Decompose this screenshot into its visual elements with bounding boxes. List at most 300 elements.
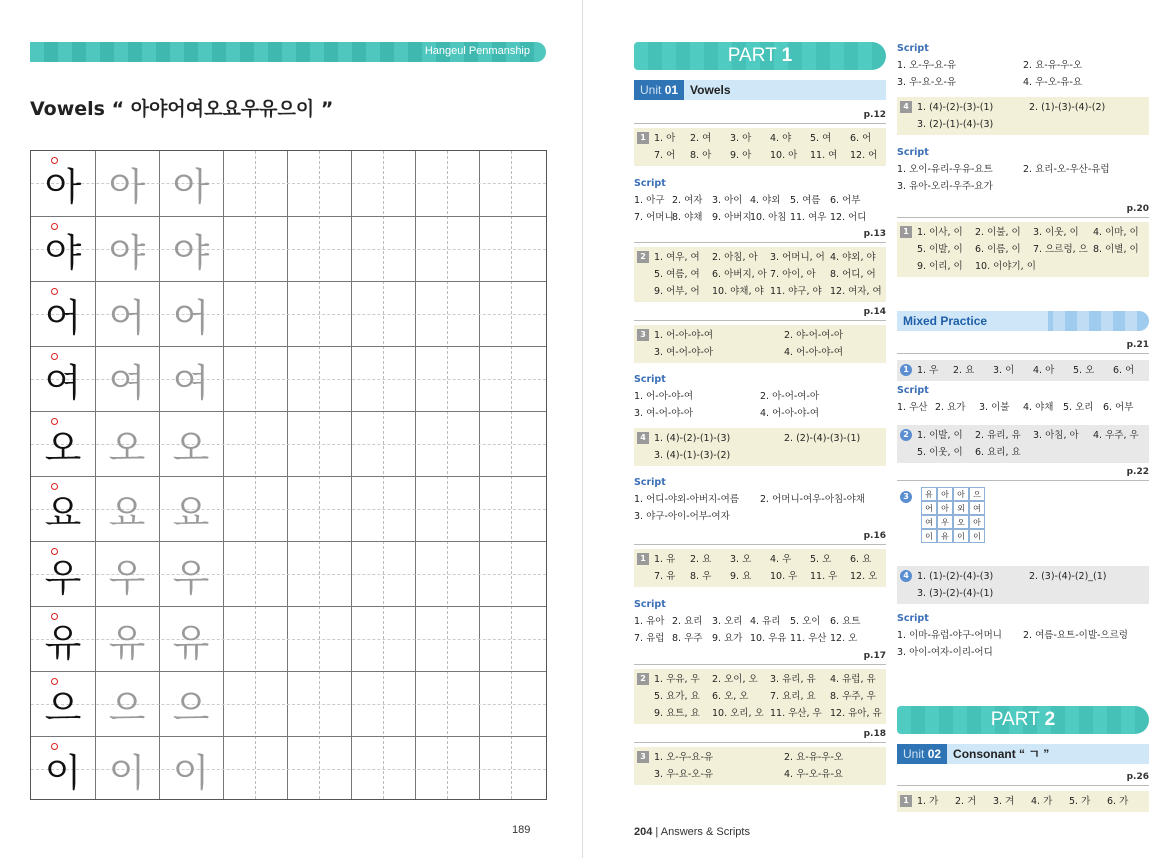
grid-row: [31, 541, 546, 607]
page-title: Vowels “ 아야어여오요우유으이 ”: [30, 98, 334, 120]
trace-syllable: 으: [172, 686, 210, 730]
page-reference: p.17: [863, 651, 886, 661]
answer-row: [654, 766, 882, 783]
answer-box: [634, 128, 886, 166]
unit-word: Unit: [640, 83, 662, 97]
answer-item: 2. 아-어-여-아: [760, 391, 820, 402]
unit-1-bar: [634, 80, 886, 100]
answer-item: 3. 유리, 유: [770, 674, 816, 685]
trace-syllable: 으: [108, 686, 146, 730]
unit-title: Vowels: [690, 83, 731, 97]
stroke-order-marker: [51, 613, 58, 620]
answer-item: 3. 오: [730, 554, 752, 565]
answer-item: 4. 아: [1033, 365, 1055, 376]
part-word: PART: [990, 709, 1040, 730]
answer-item: 1. 어-아-야-여: [654, 330, 714, 341]
answer-item: 1. 오이-유리-우유-요트: [897, 164, 993, 175]
answer-item: 6. 요트: [830, 616, 861, 627]
question-number-badge: 1: [637, 132, 649, 144]
answer-item: 3. 겨: [993, 796, 1015, 807]
answer-item: 2. 이불, 이: [975, 227, 1021, 238]
answer-item: 5. 오리: [1063, 402, 1094, 413]
answer-item: 9. 이리, 이: [917, 261, 963, 272]
divider-line: [634, 320, 886, 321]
page-reference: p.20: [1126, 204, 1149, 214]
answer-item: 6. 아버지, 아: [712, 269, 767, 280]
question-number-badge: 2: [637, 251, 649, 263]
answer-item: 11. 우산: [790, 633, 827, 644]
answer-item: 2. 거: [955, 796, 977, 807]
answer-item: 5. 오: [810, 554, 832, 565]
question-number-badge: 1: [637, 553, 649, 565]
stroke-order-marker: [51, 483, 58, 490]
answer-item: 2. 요-유-우-오: [784, 752, 844, 763]
answer-item: 2. 여자: [672, 195, 703, 206]
answer-item: 1. (1)-(2)-(4)-(3): [917, 571, 994, 582]
answer-item: 10. 아: [770, 150, 798, 161]
model-syllable: 유: [44, 621, 82, 665]
trace-syllable: 오: [108, 426, 146, 470]
answer-item: 11. 야구, 야: [770, 286, 822, 297]
answer-item: 3. 이: [993, 365, 1015, 376]
answer-item: 4. 우주, 우: [1093, 430, 1139, 441]
answer-item: 1. 아: [654, 133, 676, 144]
trace-syllable: 요: [108, 491, 146, 535]
answer-item: 10. 아침: [750, 212, 787, 223]
answer-item: 10. 야채, 야: [712, 286, 764, 297]
puzzle-cell: 아: [937, 487, 953, 501]
answer-row: [897, 644, 1149, 661]
answer-item: 9. 요: [730, 571, 752, 582]
answer-item: 2. 유리, 유: [975, 430, 1021, 441]
answer-row: [654, 705, 882, 722]
answer-item: 7. 유럽: [634, 633, 665, 644]
script-label: Script: [897, 147, 929, 158]
trace-syllable: 오: [172, 426, 210, 470]
answer-item: 2. 요리-오-우산-유럽: [1023, 164, 1110, 175]
stroke-order-marker: [51, 743, 58, 750]
answer-item: 1. 이발, 이: [917, 430, 963, 441]
answer-row: [654, 283, 882, 300]
answer-item: 3. 여-어-야-아: [654, 347, 714, 358]
answer-item: 6. 어부: [1103, 402, 1134, 413]
page-reference: p.16: [863, 531, 886, 541]
answer-item: 7. 어머니: [634, 212, 674, 223]
page-reference: p.22: [1126, 467, 1149, 477]
answer-item: 2. 여름-요트-이발-으르렁: [1023, 630, 1128, 641]
answer-row: [917, 258, 1145, 275]
trace-syllable: 우: [108, 556, 146, 600]
puzzle-cell: 아: [953, 487, 969, 501]
grid-row: [31, 281, 546, 347]
answer-item: 2. 요가: [935, 402, 966, 413]
script-box: [897, 144, 1149, 195]
answer-item: 4. 우: [770, 554, 792, 565]
answer-item: 1. 가: [917, 796, 939, 807]
script-label: Script: [897, 43, 929, 54]
answer-item: 2. 아침, 아: [712, 252, 758, 263]
answer-item: 1. 여우, 여: [654, 252, 700, 263]
answer-row: [654, 266, 882, 283]
answer-row: [917, 444, 1145, 461]
penmanship-grid: [30, 150, 547, 800]
trace-syllable: 유: [172, 621, 210, 665]
puzzle-cell: 오: [953, 515, 969, 529]
divider-line: [634, 123, 886, 124]
grid-row: [31, 606, 546, 672]
answer-item: 3. 어머니, 어: [770, 252, 825, 263]
divider-line: [634, 742, 886, 743]
answer-item: 12. 여자, 여: [830, 286, 882, 297]
grid-row: [31, 216, 546, 282]
answer-item: 8. 우: [690, 571, 712, 582]
stroke-order-marker: [51, 157, 58, 164]
answer-item: 1. 이사, 이: [917, 227, 963, 238]
trace-syllable: 야: [172, 231, 210, 275]
answer-item: 4. 어-아-야-여: [760, 408, 820, 419]
answer-item: 11. 여우: [790, 212, 827, 223]
part-2-banner: [897, 706, 1149, 734]
script-label: Script: [897, 385, 929, 396]
question-number-badge: 4: [900, 101, 912, 113]
answer-item: 2. (2)-(4)-(3)-(1): [784, 433, 861, 444]
answer-item: 4. 야외, 야: [830, 252, 876, 263]
trace-syllable: 아: [108, 165, 146, 209]
answer-item: 8. 아: [690, 150, 712, 161]
trace-syllable: 우: [172, 556, 210, 600]
answer-item: 2. 요-유-우-오: [1023, 60, 1083, 71]
answer-item: 4. 우-오-유-요: [1023, 77, 1083, 88]
puzzle-cell: 이: [953, 529, 969, 543]
answer-item: 3. 아이: [712, 195, 743, 206]
answer-item: 9. 아: [730, 150, 752, 161]
trace-syllable: 유: [108, 621, 146, 665]
answer-row: [917, 116, 1145, 133]
trace-syllable: 야: [108, 231, 146, 275]
divider-line: [634, 544, 886, 545]
script-box: [634, 474, 886, 525]
answer-item: 7. 요리, 요: [770, 691, 816, 702]
answer-box: [897, 97, 1149, 135]
puzzle-cell: 유: [937, 529, 953, 543]
stroke-order-marker: [51, 548, 58, 555]
answer-box: [634, 669, 886, 724]
trace-syllable: 요: [172, 491, 210, 535]
answer-row: [897, 74, 1149, 91]
answer-row: [917, 99, 1145, 116]
model-syllable: 우: [44, 556, 82, 600]
answer-item: 1. 이마-유럽-야구-어머니: [897, 630, 1002, 641]
answer-box: [634, 325, 886, 363]
answer-row: [654, 688, 882, 705]
unit-word: Unit: [903, 747, 925, 761]
answer-row: [917, 362, 1145, 379]
script-label: Script: [634, 477, 666, 488]
answer-item: 5. 여름, 여: [654, 269, 700, 280]
answer-item: 10. 오리, 오: [712, 708, 764, 719]
answer-item: 8. 우주, 우: [830, 691, 876, 702]
answer-item: 4. 야: [770, 133, 792, 144]
answer-item: 10. 이야기, 이: [975, 261, 1036, 272]
answer-row: [654, 671, 882, 688]
script-label: Script: [634, 374, 666, 385]
answer-item: 6. 어: [1113, 365, 1135, 376]
model-syllable: 어: [44, 296, 82, 340]
divider-line: [897, 785, 1149, 786]
stroke-order-marker: [51, 353, 58, 360]
answer-item: 2. 오이, 오: [712, 674, 758, 685]
part-num: 2: [1044, 709, 1056, 730]
answer-item: 12. 오: [850, 571, 878, 582]
answer-row: [654, 568, 882, 585]
answer-item: 4. 어-아-야-여: [784, 347, 844, 358]
divider-line: [897, 353, 1149, 354]
answer-box: [897, 222, 1149, 277]
model-syllable: 아: [44, 165, 82, 209]
answer-item: 6. 가: [1107, 796, 1129, 807]
answer-item: 8. 우주: [672, 633, 703, 644]
trace-syllable: 어: [172, 296, 210, 340]
answer-row: [654, 430, 882, 447]
book-gutter: [582, 0, 583, 858]
answer-item: 5. 가: [1069, 796, 1091, 807]
script-label: Script: [897, 613, 929, 624]
divider-line: [634, 664, 886, 665]
question-number-badge: 1: [900, 364, 912, 376]
script-box: [634, 596, 886, 647]
answer-item: 3. 야구-아이-어부-여자: [634, 511, 730, 522]
page-reference: p.21: [1126, 340, 1149, 350]
grid-row: [31, 151, 546, 216]
answer-row: [634, 388, 886, 405]
model-syllable: 야: [44, 231, 82, 275]
puzzle-cell: 여: [921, 515, 937, 529]
model-syllable: 오: [44, 426, 82, 470]
answer-box: [634, 549, 886, 587]
answer-item: 1. 어-아-야-여: [634, 391, 694, 402]
puzzle-cell: 어: [921, 501, 937, 515]
answer-item: 6. 어: [850, 133, 872, 144]
divider-line: [897, 480, 1149, 481]
answer-row: [634, 613, 886, 630]
trace-syllable: 여: [172, 361, 210, 405]
page-number: 189: [512, 824, 531, 836]
answer-item: 7. 으르렁, 으: [1033, 244, 1088, 255]
answer-item: 10. 우유: [750, 633, 787, 644]
page-reference: p.14: [863, 307, 886, 317]
answer-item: 2. 요리: [672, 616, 703, 627]
answer-item: 1. 우유, 우: [654, 674, 700, 685]
answer-item: 5. 여: [810, 133, 832, 144]
answer-item: 4. 유럽, 유: [830, 674, 876, 685]
answer-item: 1. 오-우-요-유: [654, 752, 714, 763]
answer-row: [897, 161, 1149, 178]
page-header-banner: [30, 42, 546, 62]
answer-item: 3. 우-요-오-유: [654, 769, 714, 780]
page-reference: p.12: [863, 110, 886, 120]
answer-item: 3. 아: [730, 133, 752, 144]
question-number-badge: 1: [900, 795, 912, 807]
answer-item: 2. (3)-(4)-(2)_(1): [1029, 571, 1107, 582]
puzzle-cell: 이: [969, 529, 985, 543]
answer-item: 2. 요: [690, 554, 712, 565]
unit-tag: [634, 80, 684, 100]
trace-syllable: 이: [172, 751, 210, 795]
answer-item: 1. 우: [917, 365, 939, 376]
answer-item: 11. 우: [810, 571, 838, 582]
part-word: PART: [727, 45, 777, 66]
answer-item: 3. (4)-(1)-(3)-(2): [654, 450, 731, 461]
answer-row: [897, 178, 1149, 195]
answer-item: 2. 어머니-여우-아침-야채: [760, 494, 865, 505]
answer-row: [654, 344, 882, 361]
answer-box: [634, 747, 886, 785]
trace-syllable: 이: [108, 751, 146, 795]
unit-title: Consonant “ ㄱ ”: [953, 747, 1050, 761]
answer-row: [654, 447, 882, 464]
answer-item: 12. 어: [850, 150, 878, 161]
answer-item: 2. 요: [953, 365, 975, 376]
answer-box: [897, 360, 1149, 381]
trace-syllable: 아: [172, 165, 210, 209]
question-number-badge: 1: [900, 226, 912, 238]
header-label: Hangeul Penmanship: [424, 45, 530, 57]
puzzle-cell: 유: [921, 487, 937, 501]
answer-row: [917, 568, 1145, 585]
answer-row: [917, 427, 1145, 444]
answer-item: 1. (4)-(2)-(1)-(3): [654, 433, 731, 444]
answer-item: 1. 유: [654, 554, 676, 565]
answer-item: 1. 오-우-요-유: [897, 60, 957, 71]
footer-label: Answers & Scripts: [660, 826, 750, 838]
stroke-order-marker: [51, 418, 58, 425]
stroke-order-marker: [51, 288, 58, 295]
answer-row: [654, 130, 882, 147]
answer-item: 6. 오, 오: [712, 691, 749, 702]
answer-row: [897, 627, 1149, 644]
script-box: [634, 175, 886, 226]
answer-item: 3. 유아-오리-우주-요가: [897, 181, 993, 192]
unit-num: 02: [927, 747, 942, 761]
answer-item: 1. 우산: [897, 402, 928, 413]
answer-item: 4. 야채: [1023, 402, 1054, 413]
answer-item: 3. (2)-(1)-(4)-(3): [917, 119, 994, 130]
stroke-order-marker: [51, 678, 58, 685]
grid-row: [31, 736, 546, 802]
script-label: Script: [634, 178, 666, 189]
model-syllable: 으: [44, 686, 82, 730]
divider-line: [634, 242, 886, 243]
answer-item: 12. 어디: [830, 212, 867, 223]
answer-item: 11. 여: [810, 150, 838, 161]
trace-syllable: 어: [108, 296, 146, 340]
script-label: Script: [634, 599, 666, 610]
answer-box: [897, 791, 1149, 812]
puzzle-cell: 외: [953, 501, 969, 515]
model-syllable: 이: [44, 751, 82, 795]
mixed-practice-bar: Mixed Practice: [897, 311, 1149, 331]
answer-item: 3. 우-요-오-유: [897, 77, 957, 88]
script-box: [897, 382, 1149, 416]
answer-item: 4. 유리: [750, 616, 781, 627]
trace-syllable: 여: [108, 361, 146, 405]
answer-item: 2. (1)-(3)-(4)-(2): [1029, 102, 1106, 113]
question-number-badge: 3: [900, 491, 912, 503]
answer-item: 3. 아이-여자-이리-어디: [897, 647, 993, 658]
answer-row: [634, 491, 886, 508]
answer-item: 5. 요가, 요: [654, 691, 700, 702]
answer-item: 11. 우산, 우: [770, 708, 822, 719]
answer-item: 4. 우-오-유-요: [784, 769, 844, 780]
model-syllable: 요: [44, 491, 82, 535]
answer-item: 5. 오: [1073, 365, 1095, 376]
page-reference: p.18: [863, 729, 886, 739]
answer-item: 1. 어디-야외-아버지-여름: [634, 494, 739, 505]
answer-row: [897, 57, 1149, 74]
answer-item: 3. (3)-(2)-(4)-(1): [917, 588, 994, 599]
answer-box: [634, 247, 886, 302]
answer-item: 5. 여름: [790, 195, 821, 206]
answer-item: 7. 어: [654, 150, 676, 161]
answer-item: 6. 요: [850, 554, 872, 565]
answer-item: 9. 요트, 요: [654, 708, 700, 719]
script-box: [897, 40, 1149, 91]
answer-item: 3. 오리: [712, 616, 743, 627]
answer-item: 9. 요가: [712, 633, 743, 644]
answer-row: [634, 630, 886, 647]
answer-row: [654, 249, 882, 266]
answer-item: 9. 아버지: [712, 212, 752, 223]
stroke-order-marker: [51, 223, 58, 230]
puzzle-cell: 으: [969, 487, 985, 501]
question-number-badge: 3: [637, 329, 649, 341]
divider-line: [897, 217, 1149, 218]
answer-item: 6. 어부: [830, 195, 861, 206]
question-number-badge: 2: [637, 673, 649, 685]
answer-row: [654, 327, 882, 344]
answer-row: [634, 192, 886, 209]
part-num: 1: [781, 45, 793, 66]
grid-row: [31, 346, 546, 412]
answer-item: 12. 유아, 유: [830, 708, 882, 719]
answer-item: 4. 이마, 이: [1093, 227, 1139, 238]
answer-item: 3. 이웃, 이: [1033, 227, 1079, 238]
answer-item: 2. 야-어-여-아: [784, 330, 844, 341]
puzzle-cell: 이: [921, 529, 937, 543]
puzzle-cell: 아: [969, 515, 985, 529]
answer-item: 8. 이별, 이: [1093, 244, 1139, 255]
answer-row: [654, 147, 882, 164]
answer-item: 3. 아침, 아: [1033, 430, 1079, 441]
answer-item: 9. 어부, 어: [654, 286, 700, 297]
answer-row: [634, 508, 886, 525]
page-reference: p.13: [863, 229, 886, 239]
answer-row: [917, 793, 1145, 810]
answer-item: 4. 가: [1031, 796, 1053, 807]
answer-item: 2. 여: [690, 133, 712, 144]
part-1-banner: [634, 42, 886, 70]
question-number-badge: 4: [900, 570, 912, 582]
answer-item: 1. 유아: [634, 616, 665, 627]
puzzle-cell: 아: [937, 501, 953, 515]
answer-row: [654, 749, 882, 766]
answer-item: 5. 이웃, 이: [917, 447, 963, 458]
unit-2-bar: [897, 744, 1149, 764]
answer-row: [917, 224, 1145, 241]
footer: 204 | Answers & Scripts: [634, 826, 750, 838]
answer-item: 6. 요리, 요: [975, 447, 1021, 458]
answer-item: 3. 여-어-야-아: [634, 408, 694, 419]
